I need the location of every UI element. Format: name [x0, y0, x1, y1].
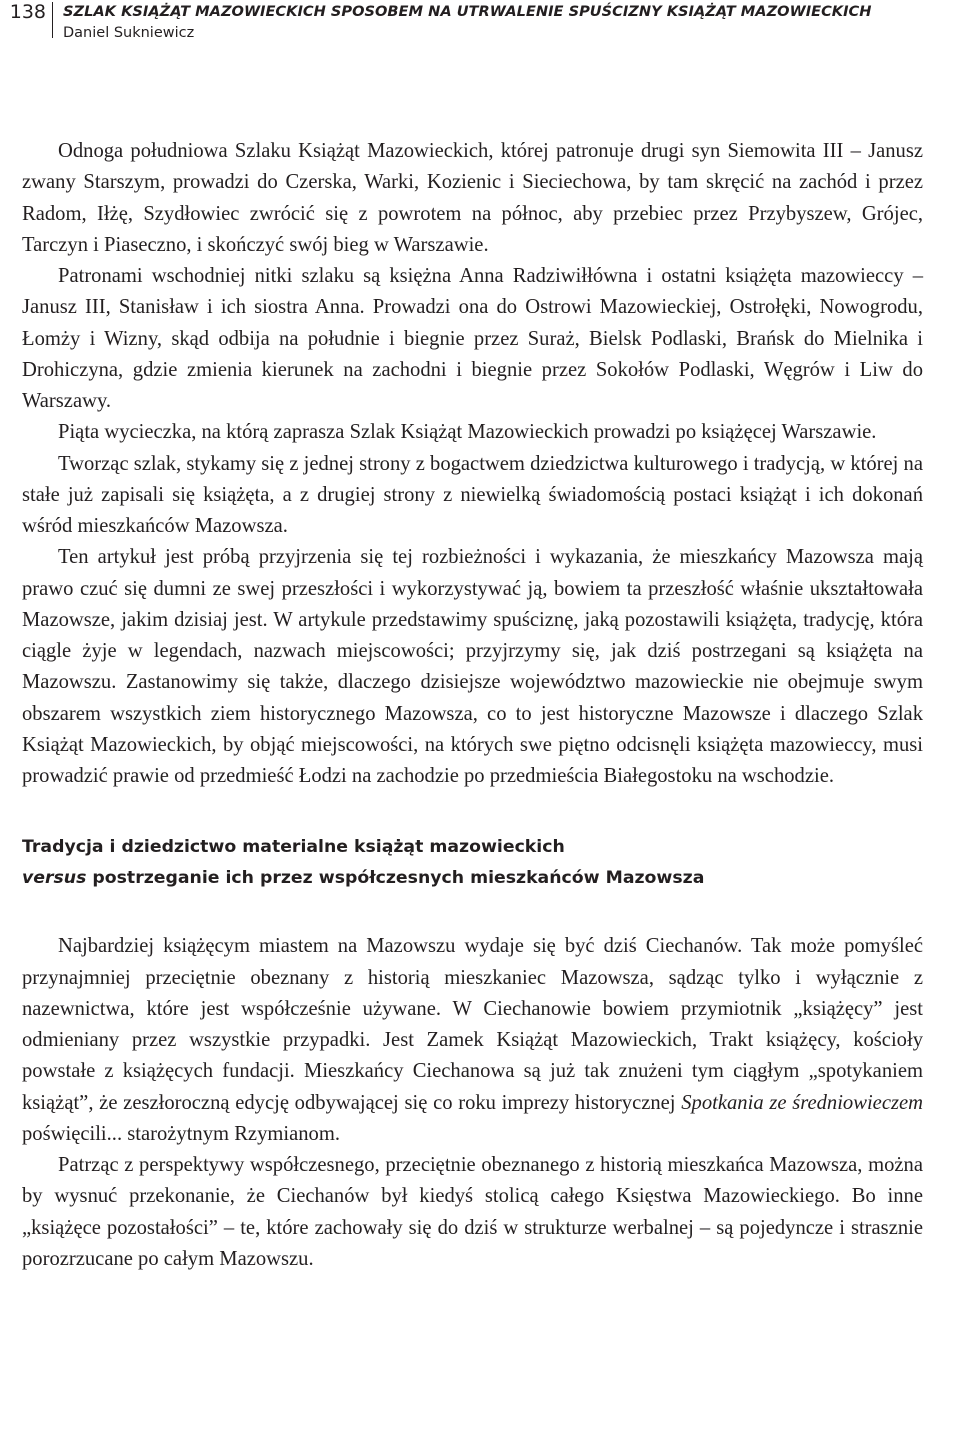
- section-heading-line2: [22, 863, 923, 894]
- section-heading-rest: postrzeganie ich przez współczesnych mieszkańców Mazowsza: [86, 868, 705, 889]
- page-number: 138: [9, 1, 46, 23]
- paragraph: [22, 931, 923, 1150]
- running-title: SZLAK KSIĄŻĄT MAZOWIECKICH SPOSOBEM NA UTRWALENIE SPUŚCIZNY KSIĄŻĄT MAZOWIECKICH: [63, 3, 872, 20]
- paragraph: Odnoga południowa Szlaku Książąt Mazowieckich, której patronuje drugi syn Siemowita III – Janusz zwany Starszym, prowadzi do Czerska, Warki, Kozienic i Sieciechowa, by tam skręcić na zachód i przez Radom, Iłżę, Szydłowiec zwrócić się z powrotem na północ, aby przebiec przez Przybyszew, Grójec, Tarczyn i Piaseczno, i skończyć swój bieg w Warszawie.: [22, 140, 923, 256]
- running-author: Daniel Sukniewicz: [63, 25, 195, 41]
- paragraph: Patronami wschodniej nitki szlaku są księżna Anna Radziwiłłówna i ostatni książęta mazowieccy – Janusz III, Stanisław i ich siostra Anna. Prowadzi ona do Ostrowi Mazowieckiej, Ostrołęki, Nowogrodu, Łomży i Wizny, skąd odbija na południe i biegnie przez Suraż, Bielsk Podlaski, Brańsk do Mielnika i Drohiczyna, gdzie zmienia kierunek na zachodni i biegnie przez Sokołów Podlaski, Węgrów i Liw do Warszawy.: [22, 265, 923, 412]
- paragraph-text: poświęcili... starożytnym Rzymianom.: [22, 1122, 341, 1145]
- paragraph: Tworząc szlak, stykamy się z jednej strony z bogactwem dziedzictwa kulturowego i tradycją, w której na stałe już zapisali się książęta, a z drugiej strony z niewielką świadomością postaci książąt i ich dokonań wśród mieszkańców Mazowsza.: [22, 452, 923, 537]
- header-divider: [52, 2, 53, 38]
- section-heading-line1: Tradycja i dziedzictwo materialne książąt mazowieckich: [22, 837, 565, 858]
- paragraph-text: Najbardziej książęcym miastem na Mazowszu wydaje się być dziś Ciechanów. Tak może pomyśleć przynajmniej przeciętnie obeznany z historią mieszkaniec Mazowsza, sądząc tylko i wyłącznie z nazewnictwa, które jest współcześnie używane. W Ciechanowie bowiem przymiotnik „książęcy” jest odmieniany przez wszystkie przypadki. Jest Zamek Książąt Mazowieckich, Trakt książęcy, kościoły powstałe z książęcych fundacji. Mieszkańcy Ciechanowa są już tak znużeni tym ciągłym „spotykaniem książąt”, że zeszłoroczną edycję odbywającej się co roku imprezy historycznej: [22, 935, 923, 1114]
- section-heading-versus: versus: [22, 868, 87, 889]
- article-body: [22, 136, 923, 1275]
- paragraph: Ten artykuł jest próbą przyjrzenia się tej rozbieżności i wykazania, że mieszkańcy Mazowsza mają prawo czuć się dumni ze swej przeszłości i wykorzystywać ją, bowiem ta przeszłość właśnie ukształtowała Mazowsze, jakim dzisiaj jest. W artykule przedstawimy spuściznę, jaką pozostawili książęta, tradycję, która ciągle żyje w legendach, nazwach miejscowości; przyjrzymy się, jak dziś postrzegani są książęta na Mazowszu. Zastanowimy się także, dlaczego dzisiejsze województwo mazowieckie nie obejmuje swym obszarem wszystkich ziem historycznego Mazowsza, co to jest historyczne Mazowsze i dlaczego Szlak Książąt Mazowieckich, by objąć miejscowości, na których swe piętno odcisnęli książęta mazowieccy, musi prowadzić prawie od przedmieść Łodzi na zachodzie po przedmieścia Białegostoku na wschodzie.: [22, 546, 923, 787]
- event-title: Spotkania ze średniowieczem: [681, 1091, 923, 1114]
- section-body: [22, 931, 923, 1275]
- page-header: [0, 0, 960, 42]
- paragraph: Piąta wycieczka, na którą zaprasza Szlak Książąt Mazowieckich prowadzi po książęcej Warszawie.: [58, 421, 877, 444]
- paragraph: Patrząc z perspektywy współczesnego, przeciętnie obeznanego z historią mieszkańca Mazowsza, można by wysnuć przekonanie, że Ciechanów był kiedyś stolicą całego Księstwa Mazowieckiego. Bo inne „książęce pozostałości” – te, które zachowały się do dziś w strukturze werbalnej – są pojedyncze i strasznie porozrzucane po całym Mazowszu.: [22, 1154, 923, 1270]
- section-heading: [22, 832, 923, 894]
